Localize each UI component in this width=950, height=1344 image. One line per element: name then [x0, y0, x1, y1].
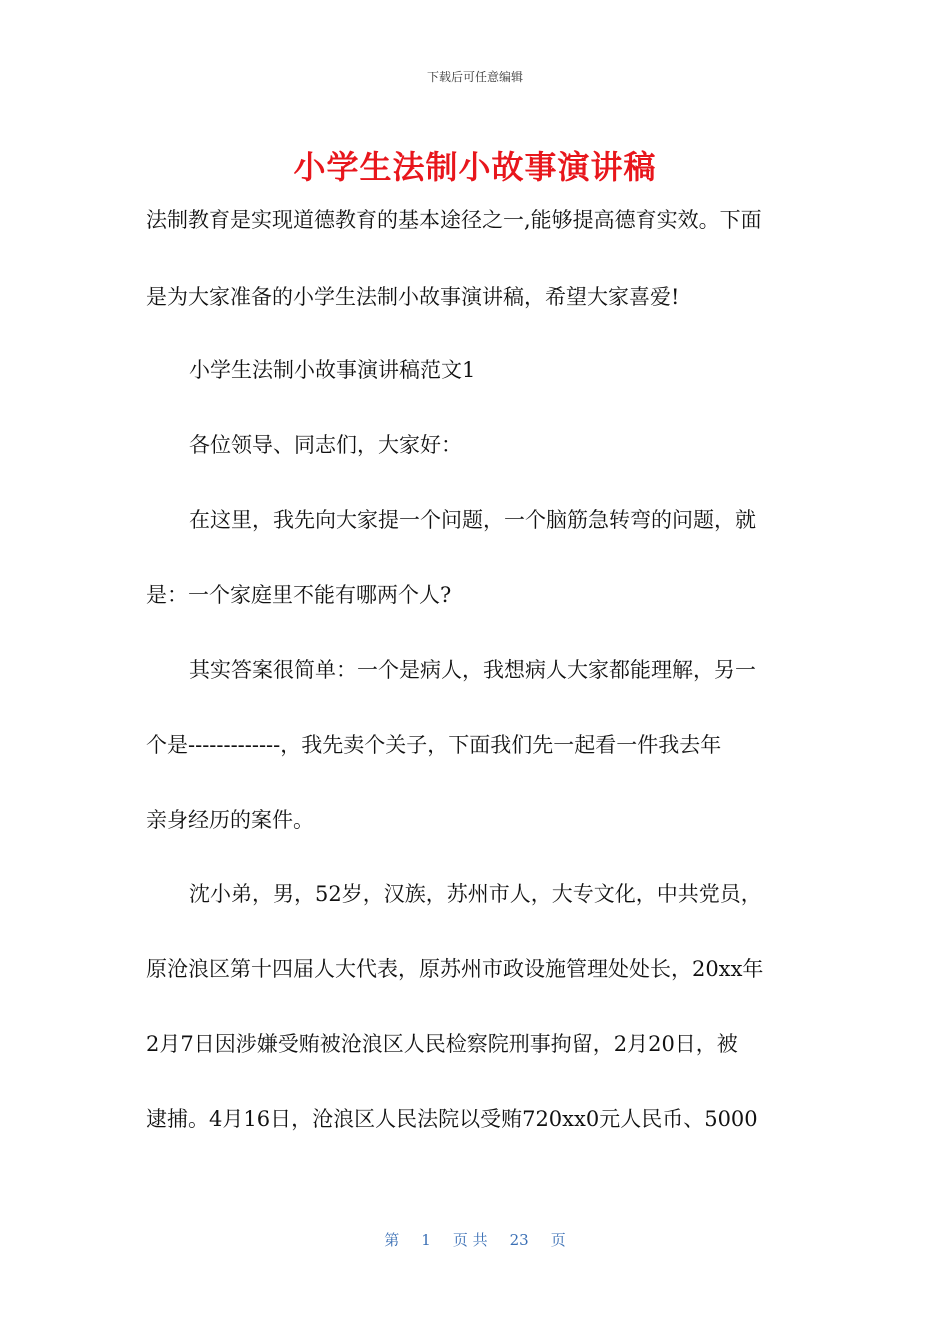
section-heading: 小学生法制小故事演讲稿范文1 [189, 358, 476, 382]
body-line: 在这里，我先向大家提一个问题，一个脑筋急转弯的问题，就 [189, 508, 756, 532]
body-line: 其实答案很简单：一个是病人，我想病人大家都能理解，另一 [189, 658, 756, 682]
footer-page-label: 第 [384, 1231, 400, 1249]
page-footer [0, 1229, 950, 1250]
header-note: 下载后可任意编辑 [426, 70, 523, 84]
body-line: 亲身经历的案件。 [146, 808, 314, 832]
body-line: 法制教育是实现道德教育的基本途径之一,能够提高德育实效。下面 [146, 208, 762, 232]
body-line: 个是-------------，我先卖个关子，下面我们先一起看一件我去年 [146, 733, 722, 757]
body-line: 是：一个家庭里不能有哪两个人? [146, 583, 452, 607]
footer-page-of: 页 共 [452, 1231, 488, 1249]
document-title: 小学生法制小故事演讲稿 [293, 148, 657, 186]
body-line: 沈小弟，男，52岁，汉族，苏州市人，大专文化，中共党员， [189, 882, 762, 906]
footer-page-suffix: 页 [550, 1231, 566, 1249]
body-line: 各位领导、同志们，大家好： [189, 433, 462, 457]
footer-total-pages: 23 [509, 1231, 529, 1249]
body-line: 是为大家准备的小学生法制小故事演讲稿，希望大家喜爱! [146, 285, 680, 309]
body-line: 2月7日因涉嫌受贿被沧浪区人民检察院刑事拘留，2月20日，被 [146, 1032, 738, 1056]
body-line: 逮捕。4月16日，沧浪区人民法院以受贿720xx0元人民币、5000 [146, 1107, 758, 1131]
footer-page-number: 1 [421, 1231, 431, 1249]
body-line: 原沧浪区第十四届人大代表，原苏州市政设施管理处处长，20xx年 [146, 957, 764, 981]
